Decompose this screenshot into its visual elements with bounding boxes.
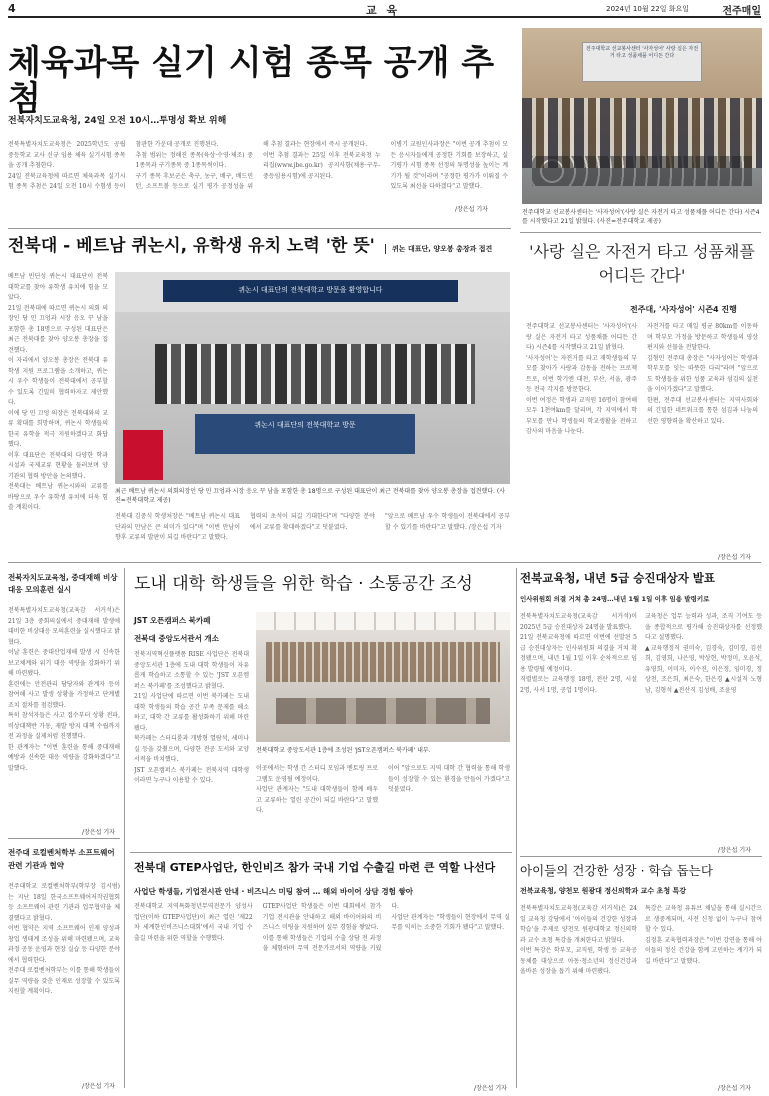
vietnam-photo-banner: 퀴논시 대표단의 전북대학교 방문을 환영합니다 bbox=[238, 286, 383, 294]
bike-byline: /장은섭 기자 bbox=[718, 554, 751, 561]
gtep-byline: /장은섭 기자 bbox=[474, 1085, 507, 1092]
page-number: 4 bbox=[8, 2, 16, 15]
mental-body: 전북특별자치도교육청(교육감 서거석)은 24일 교육청 강당에서 '아이들의 건강한 성장과 학습'을 주제로 양천모 원광대학교 정신의학과 교수 초청 특강을 개최한다고 밝혔다. 이번 특강은 학부모, 교직원, 학생 등 교육공동체를 대상으로 아동·청소년의 정신건강과 올바른 성장을 돕기 위해 마련됐다. 특강은 교육청 유튜브 채널을 통해 실시간으로 생중계되며, 사전 신청 없이 누구나 참여할 수 있다. 김정훈 교육협력과장은 "이번 강연을 통해 아이들의 정신 건강을 함께 고민하는 계기가 되길 바란다"고 말했다. bbox=[520, 905, 762, 975]
disaster-body: 전북특별자치도교육청(교육감 서거석)은 21일 3층 중회의실에서 중대재해 발생에 대비한 비상대응 모의훈련을 실시했다고 밝혔다. 이날 훈련은 중대산업재해 발생 시 신속한 보고체계와 위기 대응 역량을 강화하기 위해 마련됐다. 훈련에는 안전관리 담당자와 관계자 등이 참여해 사고 발생 상황을 가정하고 단계별 조치 절차를 점검했다. 특히 참석자들은 사고 접수부터 상황 전파, 비상대책반 가동, 재발 방지 대책 수립까지 전 과정을 실제처럼 진행했다. 한 관계자는 "이번 훈련을 통해 중대재해 예방과 신속한 대응 역량을 강화하겠다"고 말했다. bbox=[8, 607, 120, 772]
disaster-byline: /장은섭 기자 bbox=[82, 829, 115, 836]
vietnam-headline: 전북대 - 베트남 퀴논시, 유학생 유치 노력 '한 뜻' bbox=[8, 236, 375, 256]
study-body-c2: 이곳에서는 학생 간 스터디 모임과 멘토링 프로그램도 운영될 예정이다. 사업단 관계자는 "도내 대학생들이 함께 배우고 교류하는 열린 공간이 되길 바란다"고 말했다. bbox=[256, 765, 378, 814]
promotion-subhead: 인사위원회 의결 거쳐 총 24명…내년 1월 1일 이후 임용 발령키로 bbox=[520, 595, 710, 603]
section-title: 교 육 bbox=[366, 4, 401, 17]
vietnam-body-c3: "앞으로 베트남 우수 학생들이 전북대에서 공부할 수 있기를 바란다"고 말했다. /장은섭 기자 bbox=[385, 513, 510, 531]
bike-photo bbox=[522, 28, 762, 204]
bike-headline: '사랑 실은 자전거 타고 성품채플 어디든 간다' bbox=[529, 242, 755, 285]
software-byline: /장은섭 기자 bbox=[82, 1083, 115, 1090]
bike-banner: 전주대학교 선교봉사센터 '사자성어' 사랑 실은 자전거 타고 성품채플 어디든 간다 bbox=[585, 46, 699, 59]
promotion-byline: /장은섭 기자 bbox=[718, 847, 751, 854]
top-headline: 체육과목 실기 시험 종목 공개 추첨 bbox=[8, 43, 495, 119]
gtep-body: 전북대학교 지역특화청년무역전문가 양성사업단(이하 GTEP사업단)이 최근 열린 '제22차 세계한인비즈니스대회'에서 국내 기업 수출길 마련을 위한 역할을 수행했다. GTEP사업단 학생들은 이번 대회에서 참가 기업 전시관을 안내하고 해외 바이어와의 비즈니스 미팅을 지원하며 실무 경험을 쌓았다. 이를 통해 학생들은 기업의 수출 상담 전 과정을 체험하며 무역 전문가로서의 역량을 키웠다. 사업단 관계자는 "학생들이 현장에서 무역 실무를 익히는 소중한 기회가 됐다"고 말했다. bbox=[134, 903, 510, 952]
study-headline: 도내 대학 학생들을 위한 학습 · 소통공간 조성 bbox=[134, 574, 473, 594]
bike-article-body: 전주대학교 선교봉사센터는 '사자성어'(사랑 실은 자전거 타고 성품채플 어디든 간다) 시즌4를 시작했다고 21일 밝혔다. '사자성어'는 자전거를 타고 재학생들의 부모를 찾아가 사랑과 감동을 전하는 프로젝트로, 이번 학기엔 대천, 부산, 서울, 광주 등 전국 각지를 방문한다. 이번 여정은 학생과 교직원 16명이 참여해 모두 1천여km를 달리며, 각 지역에서 학부모를 만나 학생들의 학교생활을 전하고 감사의 마음을 나눈다. 자전거를 타고 매일 평균 80km를 이동하며 학부모 가정을 방문하고 학생들의 영상 편지와 선물을 전달한다. 김형민 전주대 총장은 "사자성어는 학생과 학부모를 잇는 따뜻한 다리"라며 "앞으로도 학생들을 위한 성품 교육과 섬김의 실천을 이어가겠다"고 말했다. 한편, 전주대 선교봉사센터는 지역사회와의 긴밀한 네트워크를 통한 섬김과 나눔의 선한 영향력을 확산하고 있다. bbox=[526, 323, 758, 435]
top-subhead: 전북자치도교육청, 24일 오전 10시…투명성 확보 위해 bbox=[8, 116, 227, 126]
vietnam-subhead: 퀴논 대표단, 양오봉 총장과 접견 bbox=[385, 244, 492, 254]
bike-subhead: 전주대, '사자성어' 시즌4 진행 bbox=[630, 305, 737, 314]
vietnam-photo bbox=[115, 272, 510, 484]
vietnam-body-c2: 협력의 초석이 되길 기대한다"며 "다양한 분야에서 교류를 확대하겠다"고 덧붙였다. bbox=[250, 513, 375, 531]
newspaper-brand: 전주매일 bbox=[722, 6, 761, 17]
issue-date: 2024년 10월 22일 화요일 bbox=[606, 5, 689, 13]
study-subhead-2: 전북대 중앙도서관서 개소 bbox=[134, 634, 219, 643]
study-caption: 전북대학교 중앙도서관 1층에 조성된 'JST오픈캠퍼스 북카페' 내부. bbox=[256, 747, 431, 754]
vietnam-body-c1: 전북대 김중식 학생처장은 "베트남 퀴논시 대표단과의 만남은 큰 의미가 있다"며 "이번 만남이 향후 교류의 발판이 되길 바란다"고 말했다. bbox=[115, 513, 240, 541]
vietnam-caption: 최근 베트남 퀴논시 의회의장인 당 민 끄엉과 시장 응오 꾸 남을 포함한 총 18명으로 구성된 대표단이 최근 전북대를 찾아 양오봉 총장을 접견했다. (사진=전북대학교 제공) bbox=[115, 488, 506, 504]
vietnam-photo-sign: 퀴논시 대표단의 전북대학교 방문 bbox=[254, 421, 356, 429]
gtep-headline: 전북대 GTEP사업단, 한인비즈 참가 국내 기업 수출길 마련 큰 역할 나선다 bbox=[134, 861, 496, 874]
disaster-headline: 전북자치도교육청, 중대재해 비상대응 모의훈련 실시 bbox=[8, 573, 118, 594]
page-header bbox=[8, 2, 761, 18]
gtep-subhead: 사업단 학생들, 기업전시관 안내 · 비즈니스 미팅 참여 … 해외 바이어 상담 경험 쌓아 bbox=[134, 887, 413, 896]
study-subhead: JST 오픈캠퍼스 북카페 bbox=[134, 616, 211, 625]
mental-byline: /장은섭 기자 bbox=[718, 1085, 751, 1092]
study-body-c3: 이어 "앞으로도 지역 대학 간 협력을 통해 학생들이 성장할 수 있는 환경을 만들어 가겠다"고 덧붙였다. bbox=[388, 765, 510, 793]
mental-subhead: 전북교육청, 양천모 원광대 정신의학과 교수 초청 특강 bbox=[520, 887, 687, 895]
promotion-headline: 전북교육청, 내년 5급 승진대상자 발표 bbox=[520, 571, 716, 585]
study-photo bbox=[256, 612, 510, 742]
promotion-body: 전북특별자치도교육청(교육감 서거석)이 2025년 5급 승진대상자 24명을 발표했다. 21일 전북교육청에 따르면 이번에 선발된 5급 승진대상자는 인사위원회 의결을 거쳐 확정됐으며, 내년 1월 1일 이후 순차적으로 임용 발령될 예정이다. 직렬별로는 교육행정 18명, 전산 2명, 시설 2명, 사서 1명, 공업 1명이다. 교육청은 업무 능력과 성과, 조직 기여도 등을 종합적으로 평가해 승진대상자를 선정했다고 설명했다. ▲교육행정직 권미숙, 김경숙, 김미경, 김선희, 김영희, 나은영, 박상현, 박정미, 오윤석, 유영희, 이미자, 이수진, 이은정, 임미경, 정상천, 조은희, 최은숙, 한은경 ▲시설직 노형남, 김형석 ▲전산직 김성배, 조윤영 bbox=[520, 613, 762, 694]
vietnam-body-left: 베트남 빈딘성 퀴논시 대표단이 전북대학교를 찾아 유학생 유치에 힘을 모았다. 21일 전북대에 따르면 퀴논시 의회 의장인 당 민 끄엉과 시장 응오 꾸 남을 포함한 총 18명으로 구성된 대표단은 최근 전북대를 찾아 양오봉 총장을 접견했다. 이 자리에서 양오봉 총장은 전북대 유학생 지원 프로그램을 소개하고, 퀴논시 우수 학생들이 전북대에서 공부할 수 있도록 긴밀히 협력하자고 제안했다. 이에 당 민 끄엉 의장은 전북대와의 교류 확대를 희망하며, 퀴논시 학생들의 한국 유학을 적극 지원하겠다고 화답했다. 이후 대표단은 전북대의 다양한 학과 시설과 국제교류 현황을 둘러보며 양 기관의 협력 방안을 논의했다. 전북대는 베트남 퀴논시와의 교류를 바탕으로 우수 유학생 유치에 더욱 힘쓸 계획이다. bbox=[8, 273, 108, 511]
software-body: 전주대학교 로컬벤처학부(학부장 김시범)는 지난 18일 한국소프트웨어저작권협회 등 소프트웨어 관련 기관과 업무협약을 체결했다고 밝혔다. 이번 협약은 지역 소프트웨어 인재 양성과 창업 생태계 조성을 위해 마련됐으며, 교육과정 공동 운영과 현장 실습 등 다양한 분야에서 협력한다. 전주대 로컬벤처학부는 이를 통해 학생들이 실무 역량을 갖춘 인재로 성장할 수 있도록 지원할 계획이다. bbox=[8, 883, 120, 995]
bike-caption: 전주대학교 선교봉사센터는 '사자성어'(사랑 실은 자전거 타고 성품채플 어디든 간다) 시즌4를 시작했다고 21일 밝혔다. (사진=전주대학교 제공) bbox=[522, 209, 760, 225]
software-headline: 전주대 로컬벤처학부 소프트웨어 관련 기관과 협약 bbox=[8, 848, 115, 870]
top-byline: /장은섭 기자 bbox=[455, 206, 488, 213]
top-article-body: 전북특별자치도교육청은 2025학년도 공립 중등학교 교사 신규 임용 체육 실기시험 종목을 공개 추첨한다. 24일 전북교육청에 따르면 체육과목 실기시험 종목 추첨은 24일 오전 10시 수험생 등이 참관한 가운데 공개로 진행된다. 추첨 범위는 정해진 종목(육상·수영·체조) 중 1종목과 구기종목 중 1종목씩이다. 구기 종목 후보군은 축구, 농구, 배구, 배드민턴, 소프트볼 등으로 실기 평가 공정성을 위해 추첨 결과는 현장에서 즉시 공개된다. 이번 추첨 결과는 25일 이후 전북교육청 누리집(www.jbe.go.kr) 공지사항(채용·구두-중등임용시험)에 공지된다. 이병기 교원인사과장은 "이번 공개 추첨이 모든 응시자들에게 공정한 기회를 보장하고, 실기평가 시험 종목 선정의 투명성을 높이는 계기가 될 것"이라며 "공정한 평가가 이뤄질 수 있도록 최선을 다하겠다"고 말했다. bbox=[8, 141, 508, 190]
study-body-c1: 전북지역혁신플랫폼 RISE 사업단은 전북대 중앙도서관 1층에 도내 대학 학생들이 자유롭게 학습하고 소통할 수 있는 'JST 오픈캠퍼스 북카페'를 조성했다고 밝혔다. 21일 사업단에 따르면 이번 북카페는 도내 대학 학생들의 학습 공간 부족 문제를 해소하고, 대학 간 교류를 활성화하기 위해 마련됐다. 북카페는 스터디룸과 개방형 열람석, 세미나실 등을 갖췄으며, 다양한 전공 도서와 교양 서적을 비치했다. JST 오픈캠퍼스 북카페는 전북지역 대학생이라면 누구나 이용할 수 있다. bbox=[134, 651, 249, 784]
mental-headline: 아이들의 건강한 성장 · 학습 돕는다 bbox=[520, 863, 713, 878]
